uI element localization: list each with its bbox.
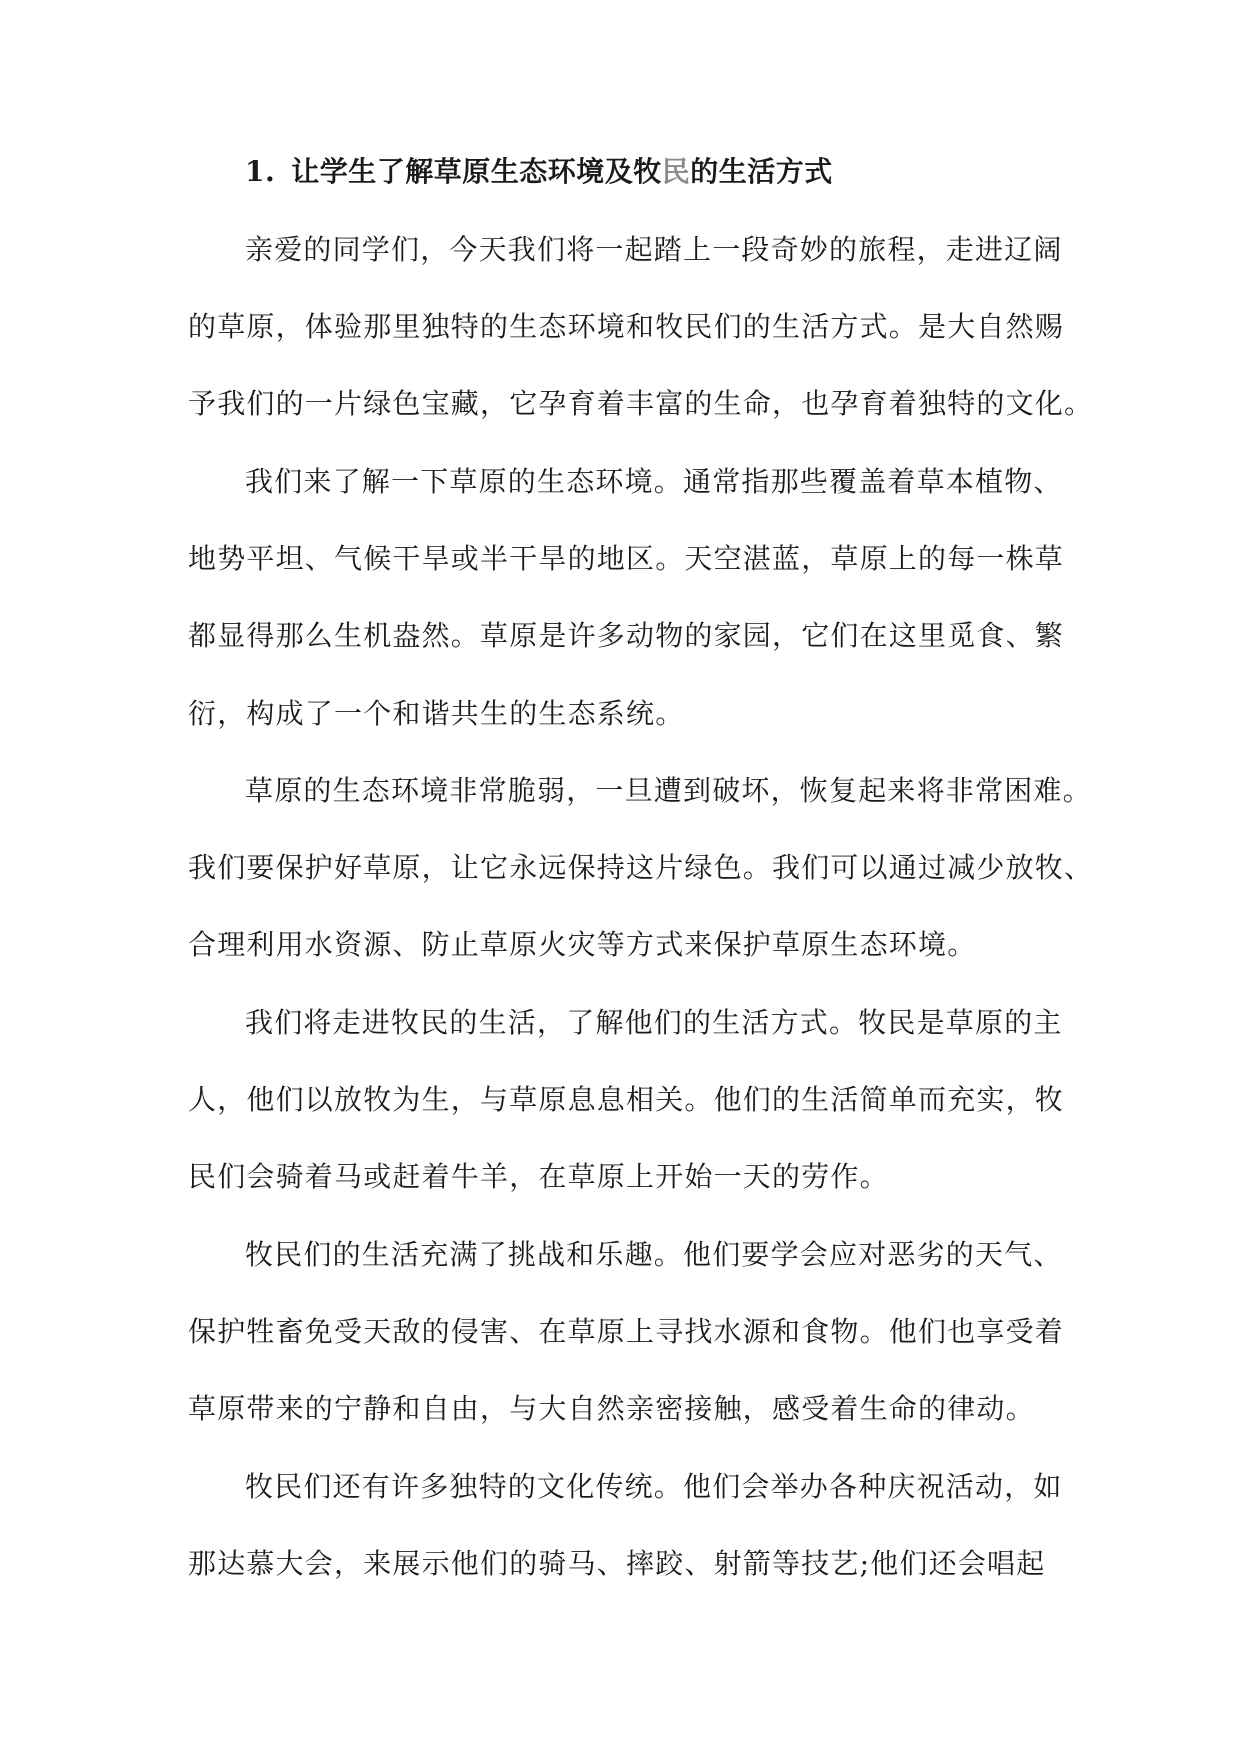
paragraph-line: 人，他们以放牧为生，与草原息息相关。他们的生活简单而充实，牧	[188, 1083, 1065, 1116]
paragraph-line: 草原带来的宁静和自由，与大自然亲密接触，感受着生命的律动。	[188, 1392, 1035, 1425]
paragraph-line: 都显得那么生机盎然。草原是许多动物的家园，它们在这里觅食、繁	[188, 619, 1065, 652]
heading-text-part1: 让学生了解草原生态环境及牧	[291, 155, 662, 188]
heading-text-faded-char: 民	[661, 155, 691, 188]
paragraph-line: 民们会骑着马或赶着牛羊，在草原上开始一天的劳作。	[188, 1160, 889, 1193]
paragraph-line: 我们要保护好草原，让它永远保持这片绿色。我们可以通过减少放牧、	[188, 851, 1094, 884]
paragraph-line: 我们来了解一下草原的生态环境。通常指那些覆盖着草本植物、	[245, 465, 1063, 498]
paragraph-line: 保护牲畜免受天敌的侵害、在草原上寻找水源和食物。他们也享受着	[188, 1315, 1065, 1348]
paragraph-line: 牧民们的生活充满了挑战和乐趣。他们要学会应对恶劣的天气、	[245, 1238, 1063, 1271]
paragraph-line: 衍，构成了一个和谐共生的生态系统。	[188, 697, 685, 730]
paragraph-line: 亲爱的同学们，今天我们将一起踏上一段奇妙的旅程，走进辽阔	[245, 233, 1063, 266]
heading-number: 1.	[245, 155, 276, 188]
paragraph-line: 予我们的一片绿色宝藏，它孕育着丰富的生命，也孕育着独特的文化。	[188, 387, 1094, 420]
paragraph-line: 我们将走进牧民的生活，了解他们的生活方式。牧民是草原的主	[245, 1006, 1063, 1039]
paragraph-line: 的草原，体验那里独特的生态环境和牧民们的生活方式。是大自然赐	[188, 310, 1065, 343]
heading-text-part2: 的生活方式	[690, 155, 833, 188]
paragraph-line: 合理利用水资源、防止草原火灾等方式来保护草原生态环境。	[188, 928, 977, 961]
paragraph-line: 草原的生态环境非常脆弱，一旦遭到破坏，恢复起来将非常困难。	[245, 774, 1092, 807]
paragraph-line: 牧民们还有许多独特的文化传统。他们会举办各种庆祝活动，如	[245, 1470, 1063, 1503]
section-heading	[245, 150, 833, 194]
paragraph-line: 那达慕大会，来展示他们的骑马、摔跤、射箭等技艺;他们还会唱起	[188, 1547, 1046, 1580]
paragraph-line: 地势平坦、气候干旱或半干旱的地区。天空湛蓝，草原上的每一株草	[188, 542, 1065, 575]
